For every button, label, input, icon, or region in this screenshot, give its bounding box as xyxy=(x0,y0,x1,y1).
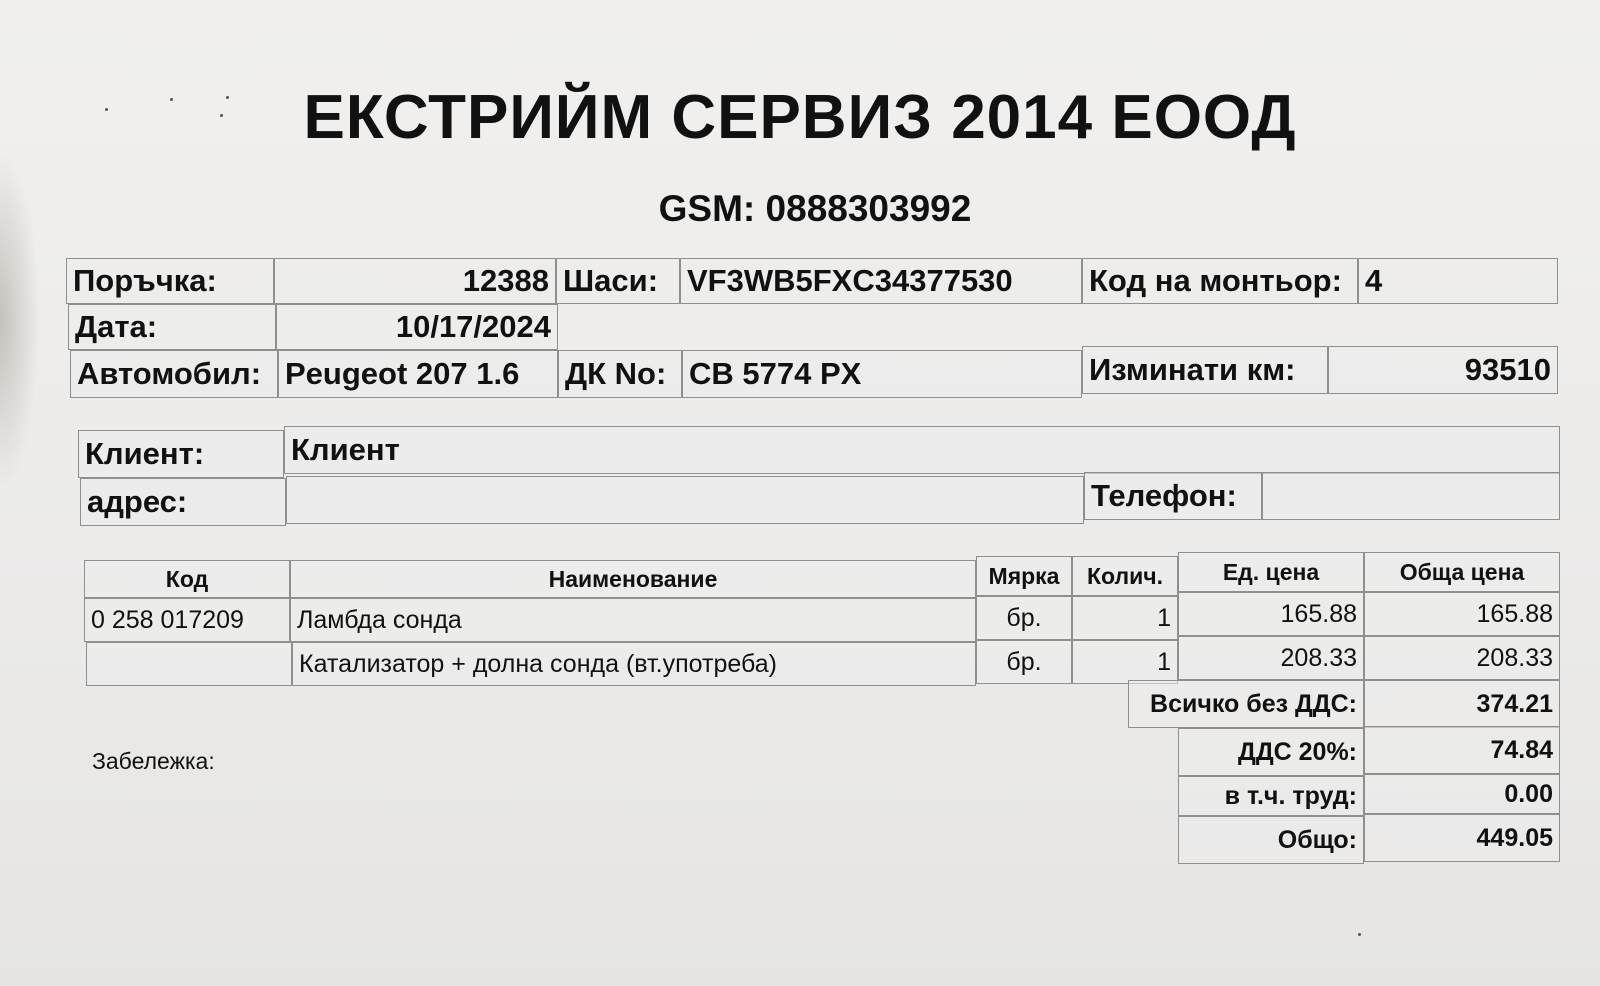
table-row-1-code: 0 258 017209 xyxy=(84,598,290,642)
order-date: 10/17/2024 xyxy=(276,304,558,350)
grand-total-value: 449.05 xyxy=(1364,814,1560,862)
table-row-2-qty: 1 xyxy=(1072,640,1178,684)
dust-speck xyxy=(105,108,108,111)
order-number: 12388 xyxy=(274,258,556,304)
vat-value: 74.84 xyxy=(1364,726,1560,774)
table-row-1-total-price: 165.88 xyxy=(1364,592,1560,636)
client-name: Клиент xyxy=(284,426,1560,474)
dust-speck xyxy=(226,96,229,99)
dust-speck xyxy=(1358,933,1361,936)
labor-value: 0.00 xyxy=(1364,774,1560,814)
grand-total-label: Общо: xyxy=(1178,816,1364,864)
mechanic-code: 4 xyxy=(1358,258,1558,304)
mechanic-label: Код на монтьор: xyxy=(1082,258,1358,304)
table-row-2-total-price: 208.33 xyxy=(1364,636,1560,680)
net-total-value: 374.21 xyxy=(1364,680,1560,728)
client-label: Клиент: xyxy=(78,430,284,478)
date-label: Дата: xyxy=(68,304,276,350)
order-label: Поръчка: xyxy=(66,258,274,304)
header-total-price: Обща цена xyxy=(1364,552,1560,592)
phone-label: Телефон: xyxy=(1084,472,1262,520)
dust-speck xyxy=(220,114,223,117)
table-row-1-unit: бр. xyxy=(976,596,1072,640)
header-code: Код xyxy=(84,560,290,598)
chassis-label: Шаси: xyxy=(556,258,680,304)
table-row-2-code xyxy=(86,642,292,686)
address-label: адрес: xyxy=(80,478,286,526)
header-name: Наименование xyxy=(290,560,976,598)
table-row-2-unit-price: 208.33 xyxy=(1178,636,1364,680)
vat-label: ДДС 20%: xyxy=(1178,728,1364,776)
labor-label: в т.ч. труд: xyxy=(1178,776,1364,816)
company-name: ЕКСТРИЙМ СЕРВИЗ 2014 ЕООД xyxy=(303,83,1297,152)
address-value xyxy=(286,476,1084,524)
table-row-2-name: Катализатор + долна сонда (вт.употреба) xyxy=(292,642,976,686)
table-row-2-unit: бр. xyxy=(976,640,1072,684)
mileage-label: Изминати км: xyxy=(1082,346,1328,394)
dust-speck xyxy=(170,98,173,101)
plate-label: ДК No: xyxy=(558,350,682,398)
car-label: Автомобил: xyxy=(70,350,278,398)
table-row-1-name: Ламбда сонда xyxy=(290,598,976,642)
car-model: Peugeot 207 1.6 xyxy=(278,350,558,398)
chassis-number: VF3WB5FXC34377530 xyxy=(680,258,1082,304)
plate-number: CB 5774 PX xyxy=(682,350,1082,398)
company-phone: GSM: 0888303992 xyxy=(658,188,972,229)
mileage-value: 93510 xyxy=(1328,346,1558,394)
header-qty: Колич. xyxy=(1072,556,1178,596)
phone-value xyxy=(1262,472,1560,520)
note-label: Забележка: xyxy=(92,748,215,774)
net-total-label: Всичко без ДДС: xyxy=(1128,680,1364,728)
header-unit-price: Ед. цена xyxy=(1178,552,1364,592)
header-unit: Мярка xyxy=(976,556,1072,596)
table-row-1-qty: 1 xyxy=(1072,596,1178,640)
table-row-1-unit-price: 165.88 xyxy=(1178,592,1364,636)
